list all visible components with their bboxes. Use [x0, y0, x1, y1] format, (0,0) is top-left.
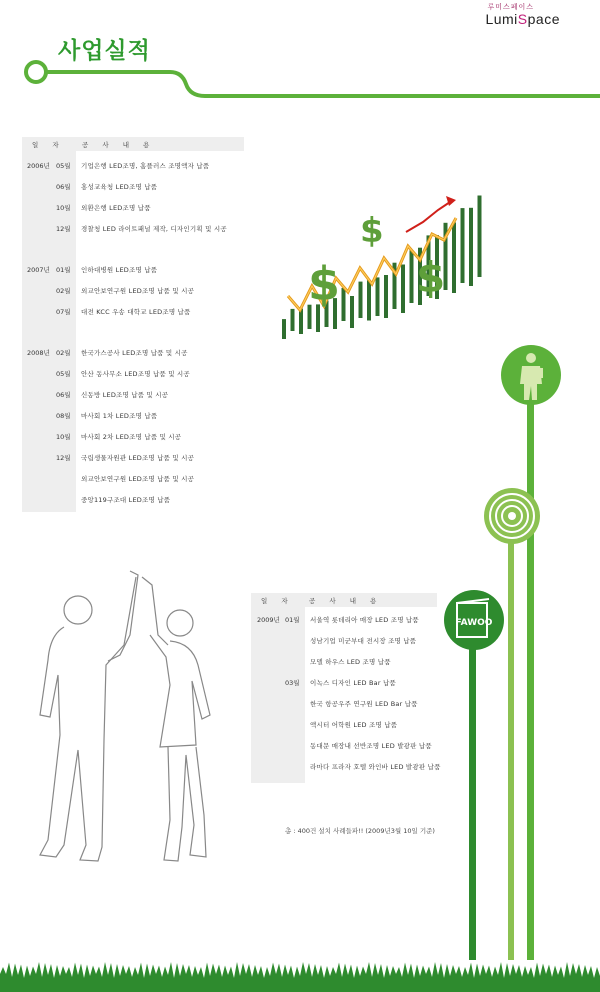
row-month: 02월	[56, 287, 71, 295]
growth-chart-illustration	[278, 188, 493, 348]
row-description: 대전 KCC 우송 대학교 LED조명 납품	[81, 308, 191, 316]
row-month: 03월	[285, 679, 300, 687]
row-month: 06월	[56, 391, 71, 399]
row-description: 한국가스공사 LED조명 납품 및 시공	[81, 349, 188, 357]
logo-english: LumiSpace	[485, 11, 560, 27]
row-description: 국립생물자원관 LED조명 납품 및 시공	[81, 454, 195, 462]
businessman-circle-icon	[500, 344, 562, 406]
grass-decoration	[0, 948, 600, 992]
target-circle-icon	[483, 487, 541, 545]
row-description: 안산 동사무소 LED조명 납품 및 시공	[81, 370, 190, 378]
header-line-decoration	[0, 0, 600, 110]
row-description: 외교안보연구원 LED조명 납품 및 시공	[81, 475, 195, 483]
fawoo-badge-icon	[443, 589, 505, 651]
header-date: 일 자	[261, 597, 294, 605]
row-description: 홍성교육청 LED조명 납품	[81, 183, 158, 191]
row-description: 마사회 1차 LED조명 납품	[81, 412, 158, 420]
row-description: 한국 항공우주 연구원 LED Bar 납품	[310, 700, 418, 708]
total-count-note: 총 : 400건 설치 사례들파!! (2009년3월 10일 기준)	[285, 827, 435, 835]
row-month: 12월	[56, 454, 71, 462]
high-five-silhouette-illustration	[20, 565, 235, 875]
chart-bar-decoration	[342, 288, 346, 321]
row-year: 2006년	[27, 162, 50, 170]
row-description: 이녹스 디자인 LED Bar 납품	[310, 679, 396, 687]
row-month: 12월	[56, 225, 71, 233]
row-year: 2007년	[27, 266, 50, 274]
chart-bar-decoration	[299, 309, 303, 334]
date-column	[251, 607, 305, 783]
page-title: 사업실적	[58, 38, 151, 64]
row-description: 서울역 롯데리아 매장 LED 조명 납품	[310, 616, 419, 624]
chart-bar-decoration	[359, 282, 363, 318]
svg-text:$: $	[360, 211, 384, 251]
row-description: 외교안보연구원 LED조명 납품 및 시공	[81, 287, 195, 295]
row-year: 2009년	[257, 616, 280, 624]
pole-mid	[527, 385, 534, 960]
header-content: 공 사 내 용	[309, 597, 383, 605]
row-description: 신동방 LED조명 납품 및 시공	[81, 391, 169, 399]
row-year: 2008년	[27, 349, 50, 357]
svg-text:$: $	[308, 257, 341, 311]
row-month: 07월	[56, 308, 71, 316]
chart-bar-decoration	[469, 208, 473, 286]
chart-bar-decoration	[478, 196, 482, 278]
row-description: 라마다 프라자 호텔 와인바 LED 발광판 납품	[310, 763, 441, 771]
row-description: 액시터 어학원 LED 조명 납품	[310, 721, 398, 729]
chart-bar-decoration	[376, 277, 380, 316]
row-description: 동대문 매장내 선반조명 LED 발광판 납품	[310, 742, 432, 750]
chart-bar-decoration	[367, 280, 371, 320]
row-month: 05월	[56, 370, 71, 378]
row-description: 외환은행 LED조명 납품	[81, 204, 151, 212]
pole-light	[508, 525, 514, 960]
chart-bar-decoration	[452, 223, 456, 294]
logo-korean: 루미스페이스	[487, 3, 535, 11]
chart-bar-decoration	[461, 208, 465, 283]
row-description: 중앙119구조대 LED조명 납품	[81, 496, 171, 504]
row-month: 08월	[56, 412, 71, 420]
row-month: 05월	[56, 162, 71, 170]
chart-bar-decoration	[401, 265, 405, 314]
row-month: 10월	[56, 204, 71, 212]
row-description: 마사회 2차 LED조명 납품 및 시공	[81, 433, 182, 441]
row-description: 인하대병원 LED조명 납품	[81, 266, 158, 274]
row-month: 10월	[56, 433, 71, 441]
row-month: 02월	[56, 349, 71, 357]
pole-dark	[469, 625, 476, 960]
chart-bar-decoration	[282, 319, 286, 339]
chart-bar-decoration	[384, 275, 388, 318]
row-month: 06월	[56, 183, 71, 191]
row-description: 경찰청 LED 라이트패널 제작, 디자인기획 및 시공	[81, 225, 227, 233]
chart-bar-decoration	[350, 296, 354, 328]
header-content: 공 사 내 용	[82, 141, 156, 149]
table-header	[22, 137, 244, 151]
fawoo-text: FAWOO	[455, 618, 493, 628]
row-description: 기업은행 LED조명, 홈플러스 조명액자 납품	[81, 162, 210, 170]
row-month: 01월	[56, 266, 71, 274]
row-month: 01월	[285, 616, 300, 624]
project-table-2009	[251, 593, 441, 783]
row-description: 성남기업 미군부대 전시장 조명 납품	[310, 637, 417, 645]
project-table-2006-2008	[22, 137, 244, 512]
chart-bar-decoration	[410, 250, 414, 303]
chart-bar-decoration	[291, 309, 295, 331]
svg-text:$: $	[416, 253, 446, 302]
header-date: 일 자	[32, 141, 65, 149]
row-description: 모델 하우스 LED 조명 납품	[310, 658, 391, 666]
table-header	[251, 593, 437, 607]
